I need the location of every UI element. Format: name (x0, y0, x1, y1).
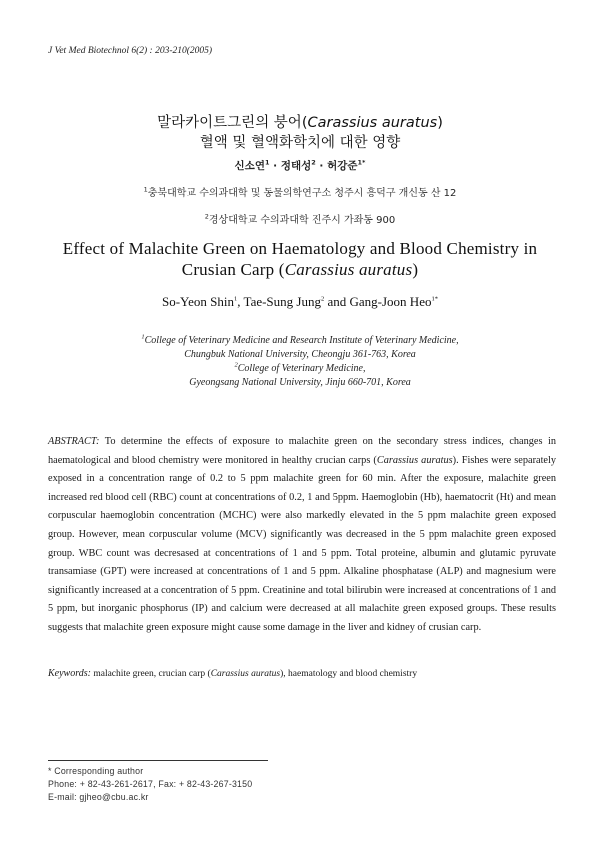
affiliation-text: Chungbuk National University, Cheongju 361-763, Korea (184, 349, 416, 360)
affiliation-text: Gyeongsang National University, Jinju 660-701, Korea (189, 377, 411, 388)
korean-title-line1 (0, 111, 600, 132)
footnote-corresponding: * Corresponding author (48, 766, 144, 776)
author-sup: 1 (264, 158, 270, 167)
abstract-species: Carassius auratus (376, 454, 453, 466)
korean-title-suffix: ) (437, 115, 443, 131)
english-title-line1: Effect of Malachite Green on Haematology and Blood Chemistry in (62, 239, 538, 258)
author-sup: 1* (357, 158, 366, 167)
affiliation-text: 경상대학교 수의과대학 진주시 가좌동 900 (208, 215, 396, 226)
author-sup: 2 (311, 158, 316, 167)
korean-title-species: Carassius auratus (307, 115, 438, 131)
korean-affiliation (0, 211, 600, 226)
korean-title-prefix: 말라카이트그린의 붕어( (157, 115, 308, 131)
korean-authors (0, 158, 600, 173)
english-affiliation (0, 377, 600, 388)
english-authors (0, 294, 600, 310)
keywords-text: malachite green, crucian carp ( (90, 669, 211, 679)
english-title-suffix: ) (412, 260, 419, 279)
affiliation-text: College of Veterinary Medicine and Research Institute of Veterinary Medicine, (144, 335, 459, 346)
author-separator: · (269, 160, 281, 172)
keywords-species: Carassius auratus (210, 669, 281, 679)
korean-author-name: 정태성 (280, 160, 312, 172)
author-sup: 1 (234, 295, 238, 303)
abstract-text: ). Fishes were separately exposed in a concentration range of 0.2 to 5 ppm malachite green for 60 min. After the exposure, malachite green increased red blood cell (RBC) count at concentrations of 0.2, 1 and 5ppm. Haemoglobin (Hb), haematocrit (Ht) and mean corpuscular haemoglobin concentration (MCHC) were also markedly elevated in the 5 ppm malachite green exposed group. However, mean corpuscular volume (MCV) significantly was decreased in the 5 ppm malachite green exposed group. WBC count was decresased at concentrations of 1 and 5 ppm. Total proteine, albumin and glutamic pyruvate transamiase (GPT) were increased at concentrations of 1 and 5 ppm. Alkaline phosphatase (ALP) and magnesium were significantly increased at a concentration of 5 ppm. Creatinine and total bilirubin were increased at concentrations of 1 and 5 ppm, but inorganic phosphorus (IP) and calcium were decreased at all malachite green exposed groups. These results suggests that malachite green exposure might cause some damage in the liver and kidney of crusian carp. (48, 454, 557, 633)
affiliation-text: College of Veterinary Medicine, (237, 363, 366, 374)
keywords-label: Keywords: (48, 668, 91, 679)
author-sup: 1* (431, 295, 438, 303)
journal-citation: J Vet Med Biotechnol 6(2) : 203-210(2005) (48, 46, 213, 56)
korean-title-line2: 혈액 및 혈액화학치에 대한 영향 (199, 135, 401, 151)
keywords (48, 668, 558, 679)
korean-author-name: 신소연 (234, 160, 265, 172)
english-affiliation (0, 363, 600, 374)
author-sup: 2 (320, 295, 325, 303)
english-affiliation (0, 335, 600, 346)
korean-affiliation (0, 184, 600, 199)
author-separator: · (315, 160, 328, 172)
abstract-text: To determine the effects of exposure to malachite green on the secondary stress indices, changes in haematological and blood chemistry were monitored in healthy crucian carps ( (48, 436, 556, 466)
english-title-species: Carassius auratus (284, 260, 413, 279)
affiliation-sup: 2 (234, 361, 238, 369)
english-affiliation (0, 349, 600, 360)
author-separator: , (237, 294, 244, 309)
footnote-email: E-mail: gjheo@cbu.ac.kr (48, 792, 149, 802)
affiliation-sup: 2 (204, 212, 209, 221)
abstract (48, 433, 556, 638)
korean-author-name: 허강준 (327, 160, 358, 172)
keywords-text: ), haematology and blood chemistry (280, 669, 418, 679)
abstract-label: ABSTRACT: (48, 436, 100, 447)
author-separator: and (324, 294, 350, 309)
english-title-prefix: Crusian Carp ( (181, 260, 285, 279)
english-author-name: So-Yeon Shin (162, 294, 235, 309)
affiliation-text: 충북대학교 수의과대학 및 동물의학연구소 청주시 흥덕구 개신동 산 12 (147, 188, 457, 199)
footnote-phone: Phone: + 82-43-261-2617, Fax: + 82-43-267-3150 (48, 779, 253, 789)
english-author-name: Gang-Joon Heo (349, 294, 432, 309)
english-title-line2 (0, 260, 600, 280)
affiliation-sup: 1 (141, 333, 145, 341)
english-author-name: Tae-Sung Jung (243, 294, 321, 309)
affiliation-sup: 1 (143, 185, 148, 194)
footnote-divider (48, 760, 268, 761)
